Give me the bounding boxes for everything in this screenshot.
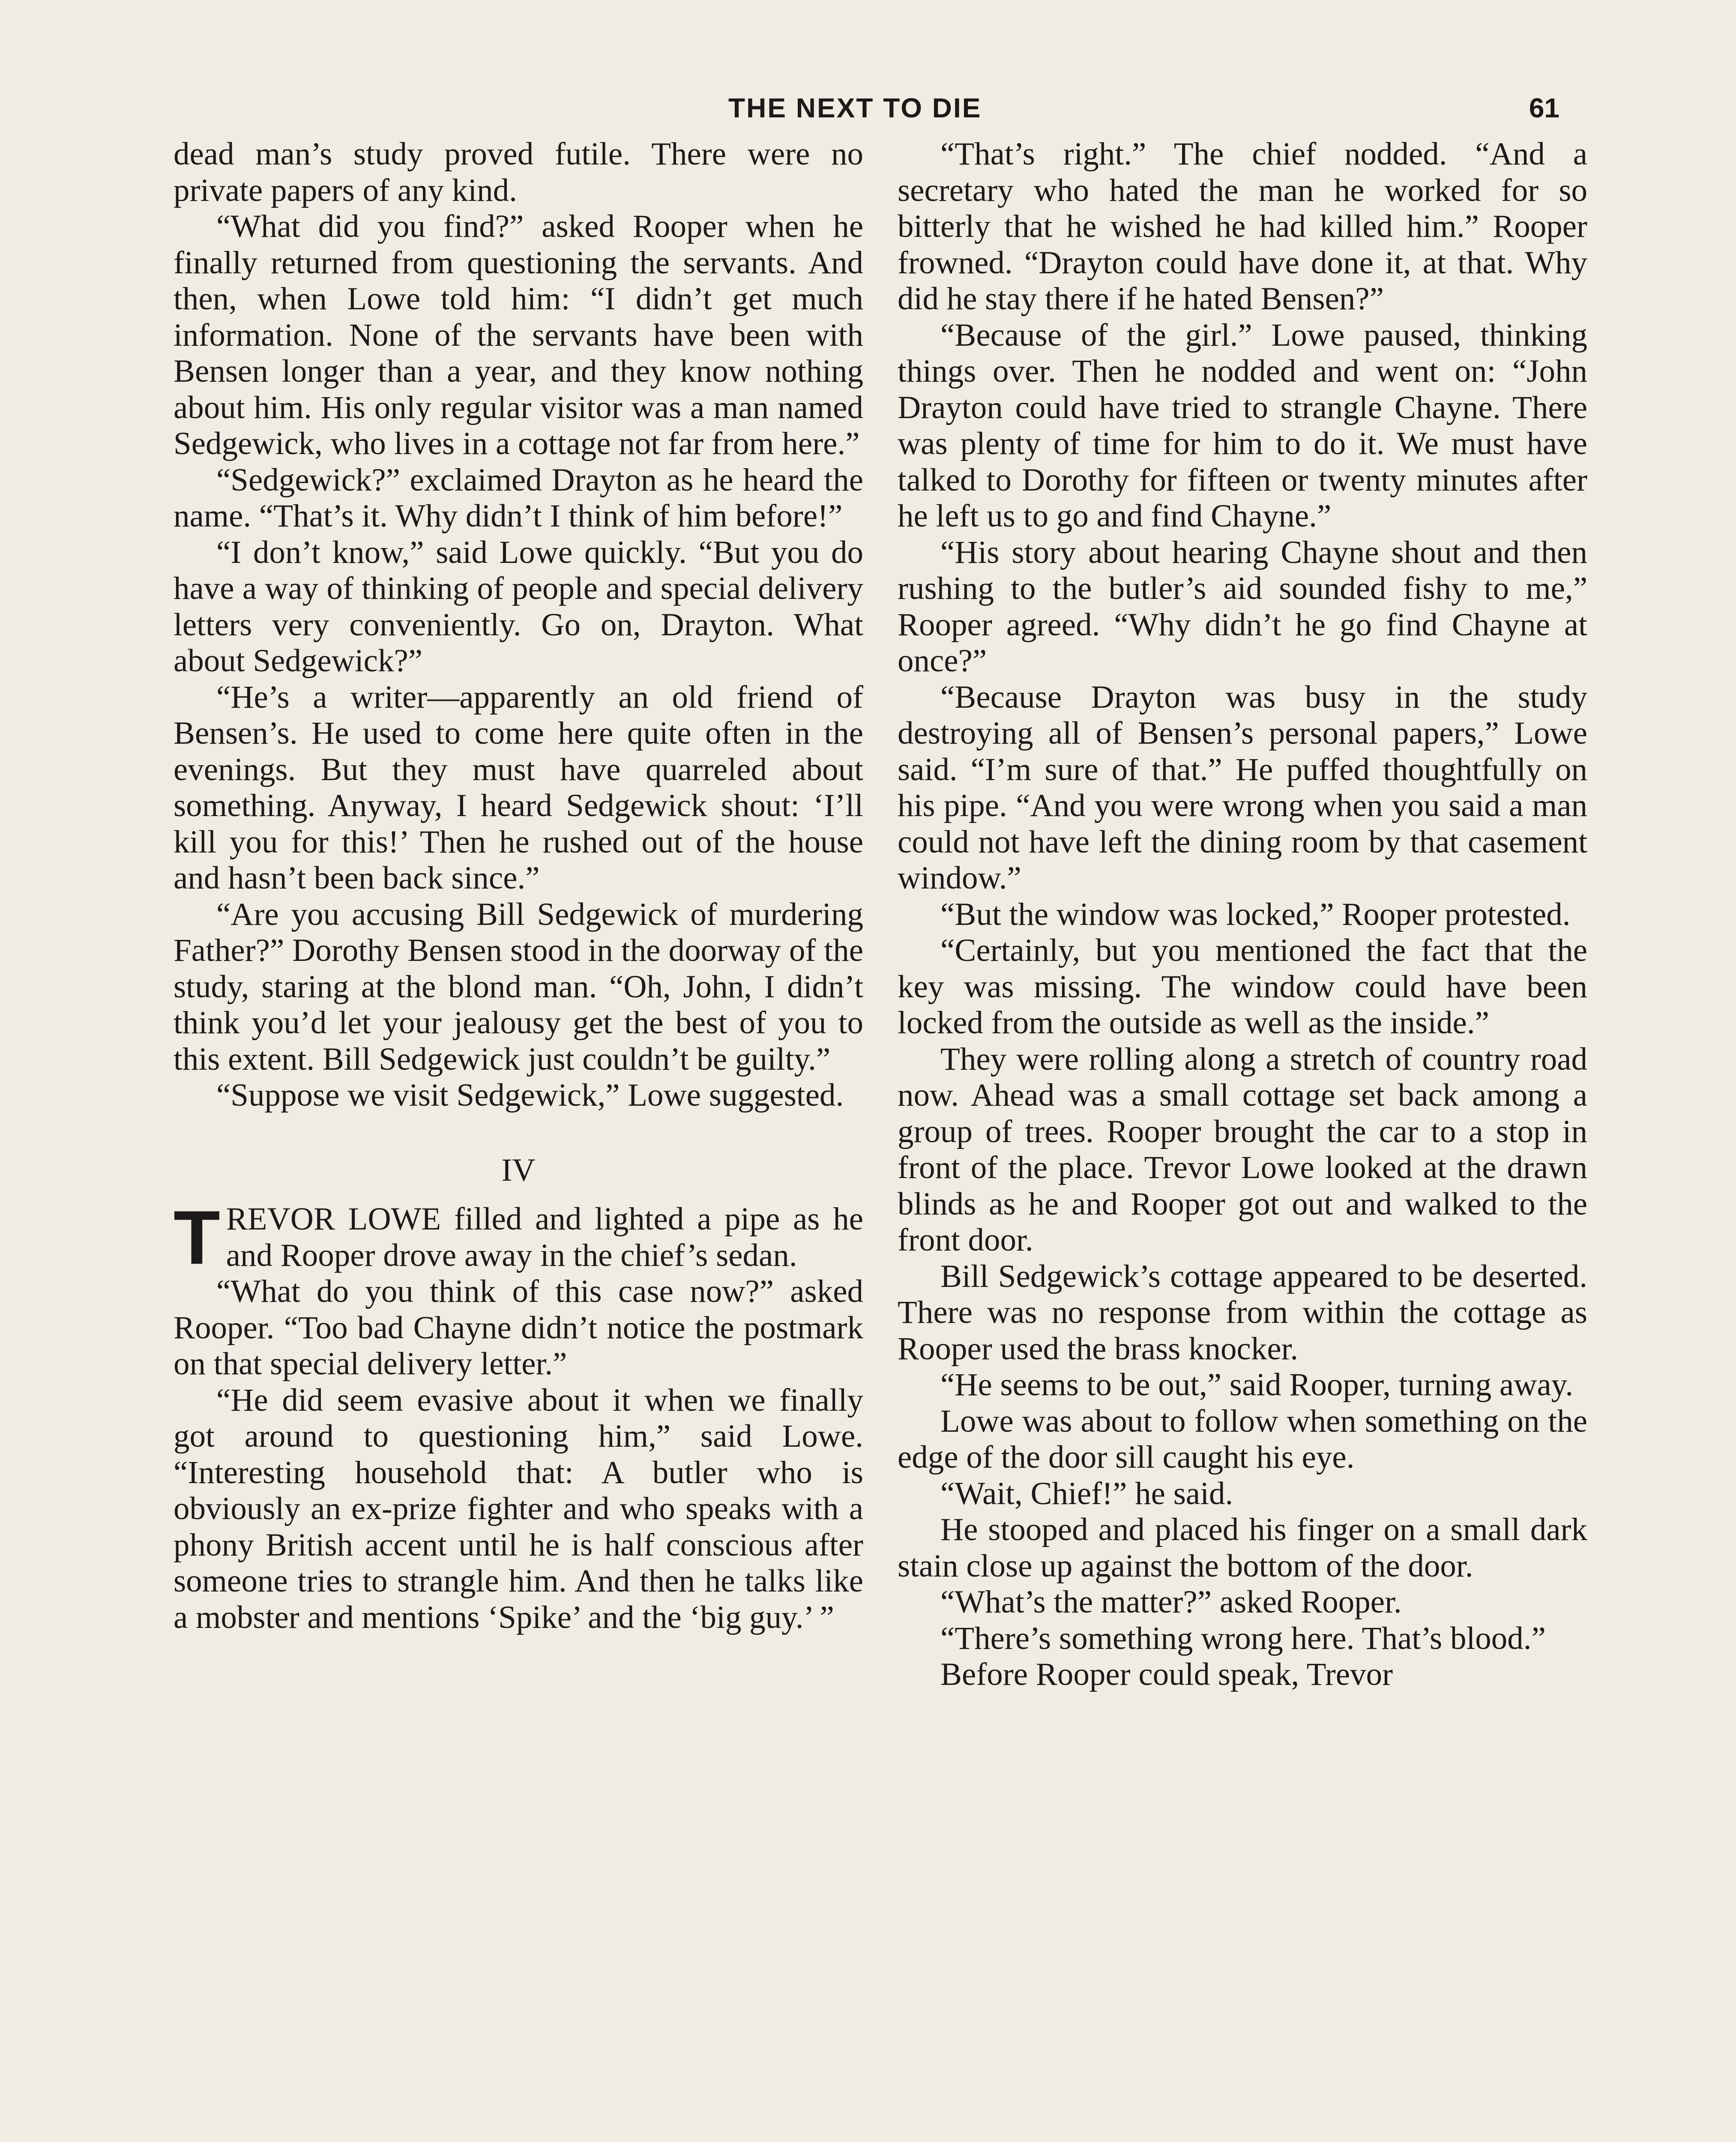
- paragraph: “There’s something wrong here. That’s blood.”: [940, 1620, 1546, 1656]
- paragraph: “What’s the matter?” asked Rooper.: [940, 1584, 1402, 1620]
- right-column: [898, 136, 1587, 1693]
- paragraph: Lowe was about to follow when something on the edge of the door sill caught his eye.: [898, 1403, 1587, 1475]
- opening-text: REVOR LOWE filled and lighted a pipe as he and Rooper drove away in the chief’s sedan.: [226, 1201, 863, 1273]
- paragraph: “He did seem evasive about it when we finally got around to questioning him,” said Lowe. “Interesting household that: A butler who is obviously an ex-prize fighter and who speaks with a phony British accent until he is half conscious after someone tries to strangle him. And then he talks like a mobster and mentions ‘Spike’ and the ‘big guy.’ ”: [174, 1382, 863, 1635]
- paragraph: Before Rooper could speak, Trevor: [940, 1657, 1393, 1692]
- paragraph: “But the window was locked,” Rooper protested.: [940, 896, 1571, 932]
- paragraph: “What did you find?” asked Rooper when he finally returned from questioning the servants. And then, when Lowe told him: “I didn’t get much information. None of the servants have been with Bensen longer than a year, and they know nothing about him. His only regular visitor was a man named Sedgewick, who lives in a cottage not far from here.”: [174, 209, 863, 461]
- paragraph: “Because Drayton was busy in the study destroying all of Bensen’s personal papers,” Lowe said. “I’m sure of that.” He puffed thoughtfully on his pipe. “And you were wrong when you said a man could not have left the dining room by that casement window.”: [898, 679, 1587, 896]
- paragraph: “He’s a writer—apparently an old friend of Bensen’s. He used to come here quite often in the evenings. But they must have quarreled about something. Anyway, I heard Sedgewick shout: ‘I’ll kill you for this!’ Then he rushed out of the house and hasn’t been back since.”: [174, 679, 863, 896]
- paragraph: “Because of the girl.” Lowe paused, thinking things over. Then he nodded and went on: “John Drayton could have tried to strangle Chayne. There was plenty of time for him to do it. We must have talked to Dorothy for fifteen or twenty minutes after he left us to go and find Chayne.”: [898, 317, 1587, 534]
- paragraph: “That’s right.” The chief nodded. “And a secretary who hated the man he worked for so bitterly that he wished he had killed him.” Rooper frowned. “Drayton could have done it, at that. Why did he stay there if he hated Bensen?”: [898, 136, 1587, 317]
- chapter-opening-paragraph: [174, 1195, 863, 1280]
- left-column: [174, 136, 863, 1636]
- paragraph: “He seems to be out,” said Rooper, turning away.: [940, 1367, 1574, 1403]
- paragraph: He stooped and placed his finger on a small dark stain close up against the bottom of the door.: [898, 1512, 1587, 1584]
- paragraph: Bill Sedgewick’s cottage appeared to be deserted. There was no response from within the cottage as Rooper used the brass knocker.: [898, 1258, 1587, 1367]
- running-title: THE NEXT TO DIE: [728, 93, 982, 123]
- paragraph: “Sedgewick?” exclaimed Drayton as he heard the name. “That’s it. Why didn’t I think of him before!”: [174, 462, 863, 534]
- page-number: 61: [1529, 93, 1559, 123]
- paragraph: “I don’t know,” said Lowe quickly. “But you do have a way of thinking of people and special delivery letters very conveniently. Go on, Drayton. What about Sedgewick?”: [174, 534, 863, 679]
- section-number: IV: [501, 1152, 536, 1188]
- paragraph: “Wait, Chief!” he said.: [940, 1475, 1233, 1511]
- paragraph: “Are you accusing Bill Sedgewick of murdering Father?” Dorothy Bensen stood in the doorway of the study, staring at the blond man. “Oh, John, I didn’t think you’d let your jealousy get the best of you to this extent. Bill Sedgewick just couldn’t be guilty.”: [174, 896, 863, 1077]
- paragraph: “His story about hearing Chayne shout and then rushing to the butler’s aid sounded fishy to me,” Rooper agreed. “Why didn’t he go find Chayne at once?”: [898, 534, 1587, 679]
- page-header: [171, 92, 1568, 131]
- paragraph: “Suppose we visit Sedgewick,” Lowe suggested.: [216, 1077, 844, 1113]
- drop-cap: T: [174, 1195, 220, 1280]
- paragraph: They were rolling along a stretch of country road now. Ahead was a small cottage set back among a group of trees. Rooper brought the car to a stop in front of the place. Trevor Lowe looked at the drawn blinds as he and Rooper got out and walked to the front door.: [898, 1041, 1587, 1258]
- paragraph: dead man’s study proved futile. There were no private papers of any kind.: [174, 136, 863, 208]
- paragraph: “Certainly, but you mentioned the fact that the key was missing. The window could have been locked from the outside as well as the inside.”: [898, 933, 1587, 1041]
- paragraph: “What do you think of this case now?” asked Rooper. “Too bad Chayne didn’t notice the postmark on that special delivery letter.”: [174, 1274, 863, 1382]
